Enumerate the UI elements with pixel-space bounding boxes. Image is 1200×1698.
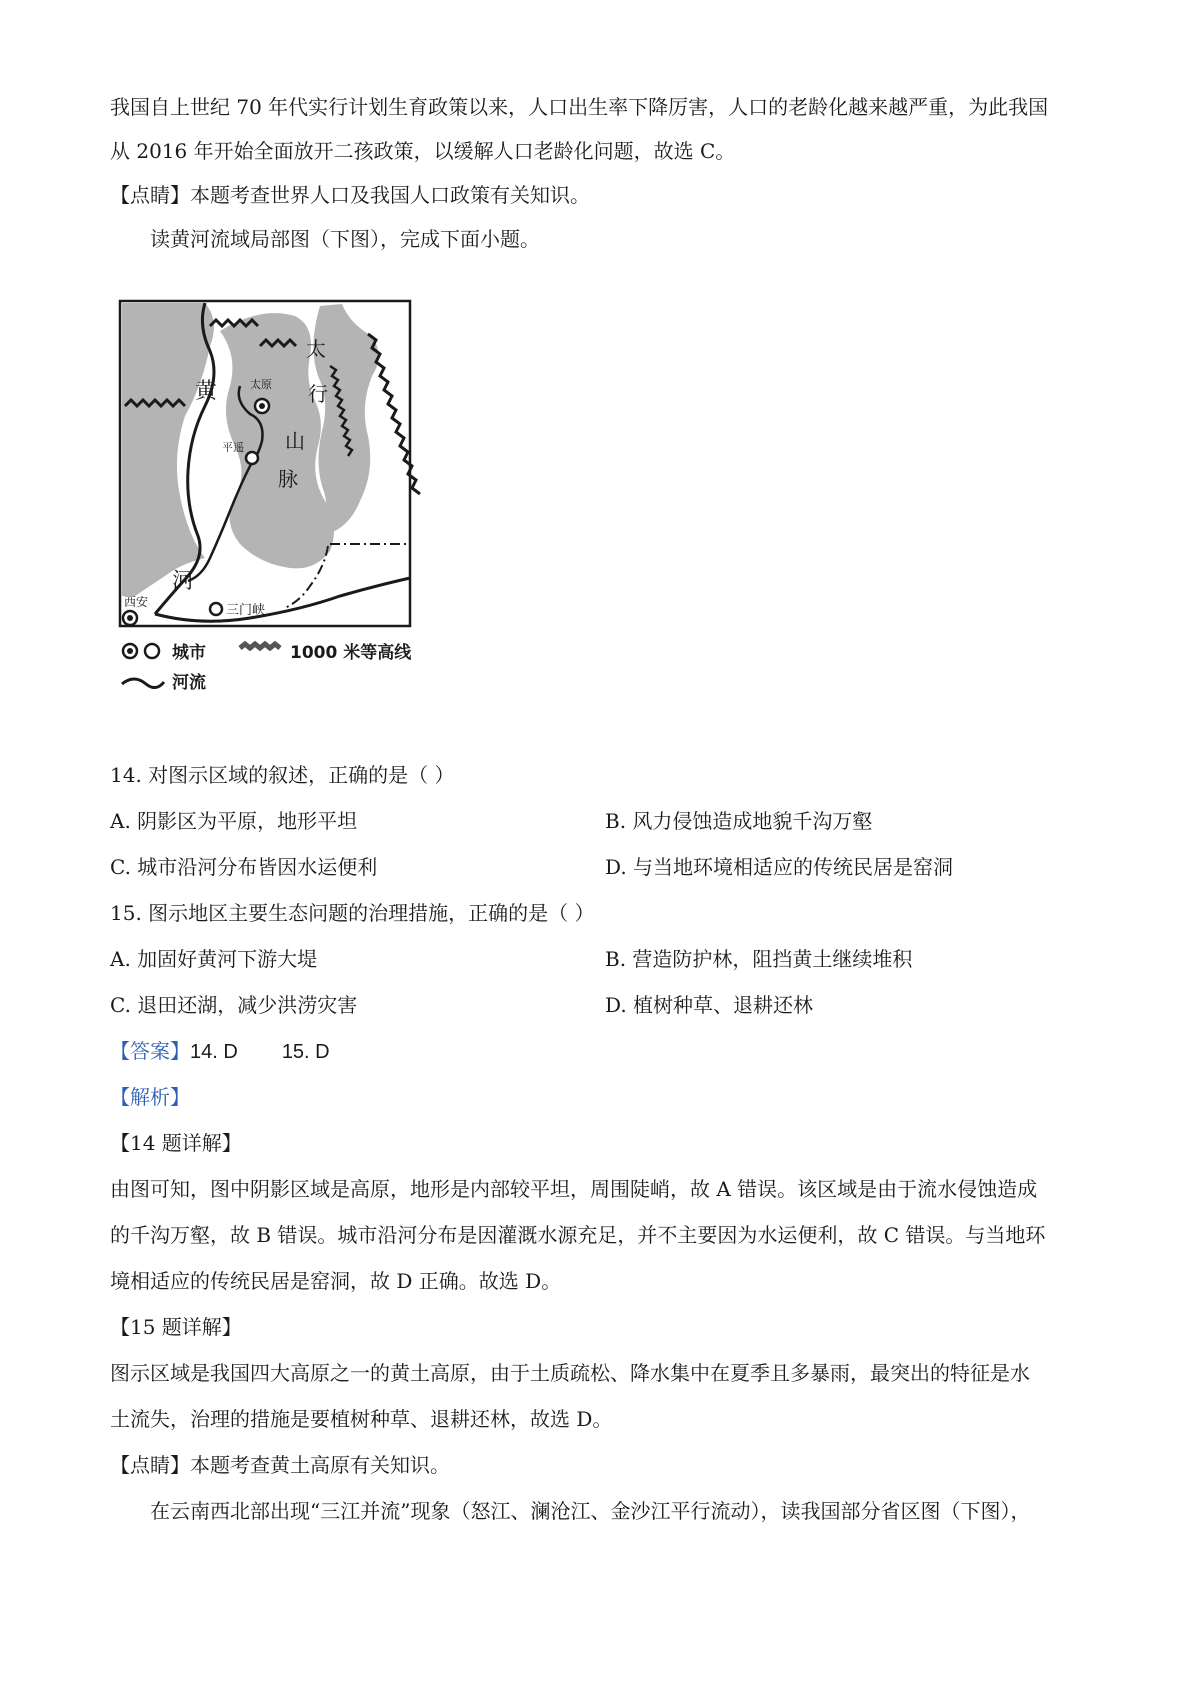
analysis-heading-15: 【15 题详解】 [110,1315,242,1339]
paragraph-line: 我国自上世纪 70 年代实行计划生育政策以来，人口出生率下降厉害，人口的老龄化越来越严重，为此我国 [110,95,1049,119]
mountain-char-4: 脉 [278,467,298,491]
question-stem-14: 14. 对图示区域的叙述，正确的是（ ） [110,763,455,787]
analysis-heading-14: 【14 题详解】 [110,1131,242,1155]
map-label-he: 河 [172,569,195,594]
option-14-b[interactable]: B. 风力侵蚀造成地貌千沟万壑 [605,809,873,833]
legend-contour-label: 1000 米等高线 [290,643,412,663]
paragraph-line: 从 2016 年开始全面放开二孩政策，以缓解人口老龄化问题，故选 C。 [110,139,736,163]
question-intro: 读黄河流域局部图（下图），完成下面小题。 [150,227,540,251]
city-xian-label: 西安 [124,595,149,609]
dianjing-tag: 【点睛】 [110,183,190,207]
city-sanmenxia-marker [210,603,222,615]
analysis-line: 由图可知，图中阴影区域是高原，地形是内部较平坦，周围陡峭，故 A 错误。该区域是由于流水侵蚀造成 [110,1177,1038,1201]
option-15-c[interactable]: C. 退田还湖，减少洪涝灾害 [110,993,358,1017]
analysis-tag: 【解析】 [110,1085,190,1109]
map-label-huang: 黄 [195,379,218,404]
legend-city-label: 城市 [172,643,206,663]
option-14-a[interactable]: A. 阴影区为平原，地形平坦 [110,809,358,833]
dianjing-tag: 【点睛】 [110,1453,190,1477]
question-stem-15: 15. 图示地区主要生态问题的治理措施，正确的是（ ） [110,901,595,925]
legend-contour-icon [240,644,280,648]
mountain-char-3: 山 [285,429,305,453]
mountain-char-2: 行 [308,382,328,406]
option-14-c[interactable]: C. 城市沿河分布皆因水运便利 [110,855,378,879]
answer-14: 14. D [190,1041,238,1063]
option-14-d[interactable]: D. 与当地环境相适应的传统民居是窑洞 [605,855,954,879]
dianjing-note [110,180,590,210]
mountain-char-1: 太 [306,337,326,361]
option-15-a[interactable]: A. 加固好黄河下游大堤 [110,947,318,971]
analysis-line: 图示区域是我国四大高原之一的黄土高原，由于土质疏松、降水集中在夏季且多暴雨，最突出的特征是水 [110,1361,1030,1385]
city-pingyao-marker [246,452,258,464]
answer-15: 15. D [281,1041,330,1063]
answer-line [110,1036,330,1066]
legend-river-label: 河流 [172,673,206,693]
dianjing-note [110,1450,450,1480]
city-sanmenxia-label: 三门峡 [226,603,266,618]
analysis-line: 的千沟万壑，故 B 错误。城市沿河分布是因灌溉水源充足，并不主要因为水运便利，故 C 错误。与当地环 [110,1223,1046,1247]
dianjing-text: 本题考查世界人口及我国人口政策有关知识。 [190,183,590,207]
dianjing-text: 本题考查黄土高原有关知识。 [190,1453,450,1477]
analysis-line: 境相适应的传统民居是窑洞，故 D 正确。故选 D。 [110,1269,562,1293]
next-question-intro: 在云南西北部出现“三江并流”现象（怒江、澜沧江、金沙江平行流动），读我国部分省区图（下图）， [150,1499,1031,1523]
analysis-line: 土流失，治理的措施是要植树种草、退耕还林，故选 D。 [110,1407,613,1431]
city-pingyao-label: 平遥 [222,441,244,454]
answer-tag: 【答案】 [110,1039,190,1063]
city-taiyuan-label: 太原 [250,378,272,391]
option-15-b[interactable]: B. 营造防护林，阻挡黄土继续堆积 [605,947,913,971]
legend-city-icon-open [145,644,159,658]
legend-river-icon [122,679,164,688]
option-15-d[interactable]: D. 植树种草、退耕还林 [605,993,814,1017]
yellow-river-map [110,296,430,748]
